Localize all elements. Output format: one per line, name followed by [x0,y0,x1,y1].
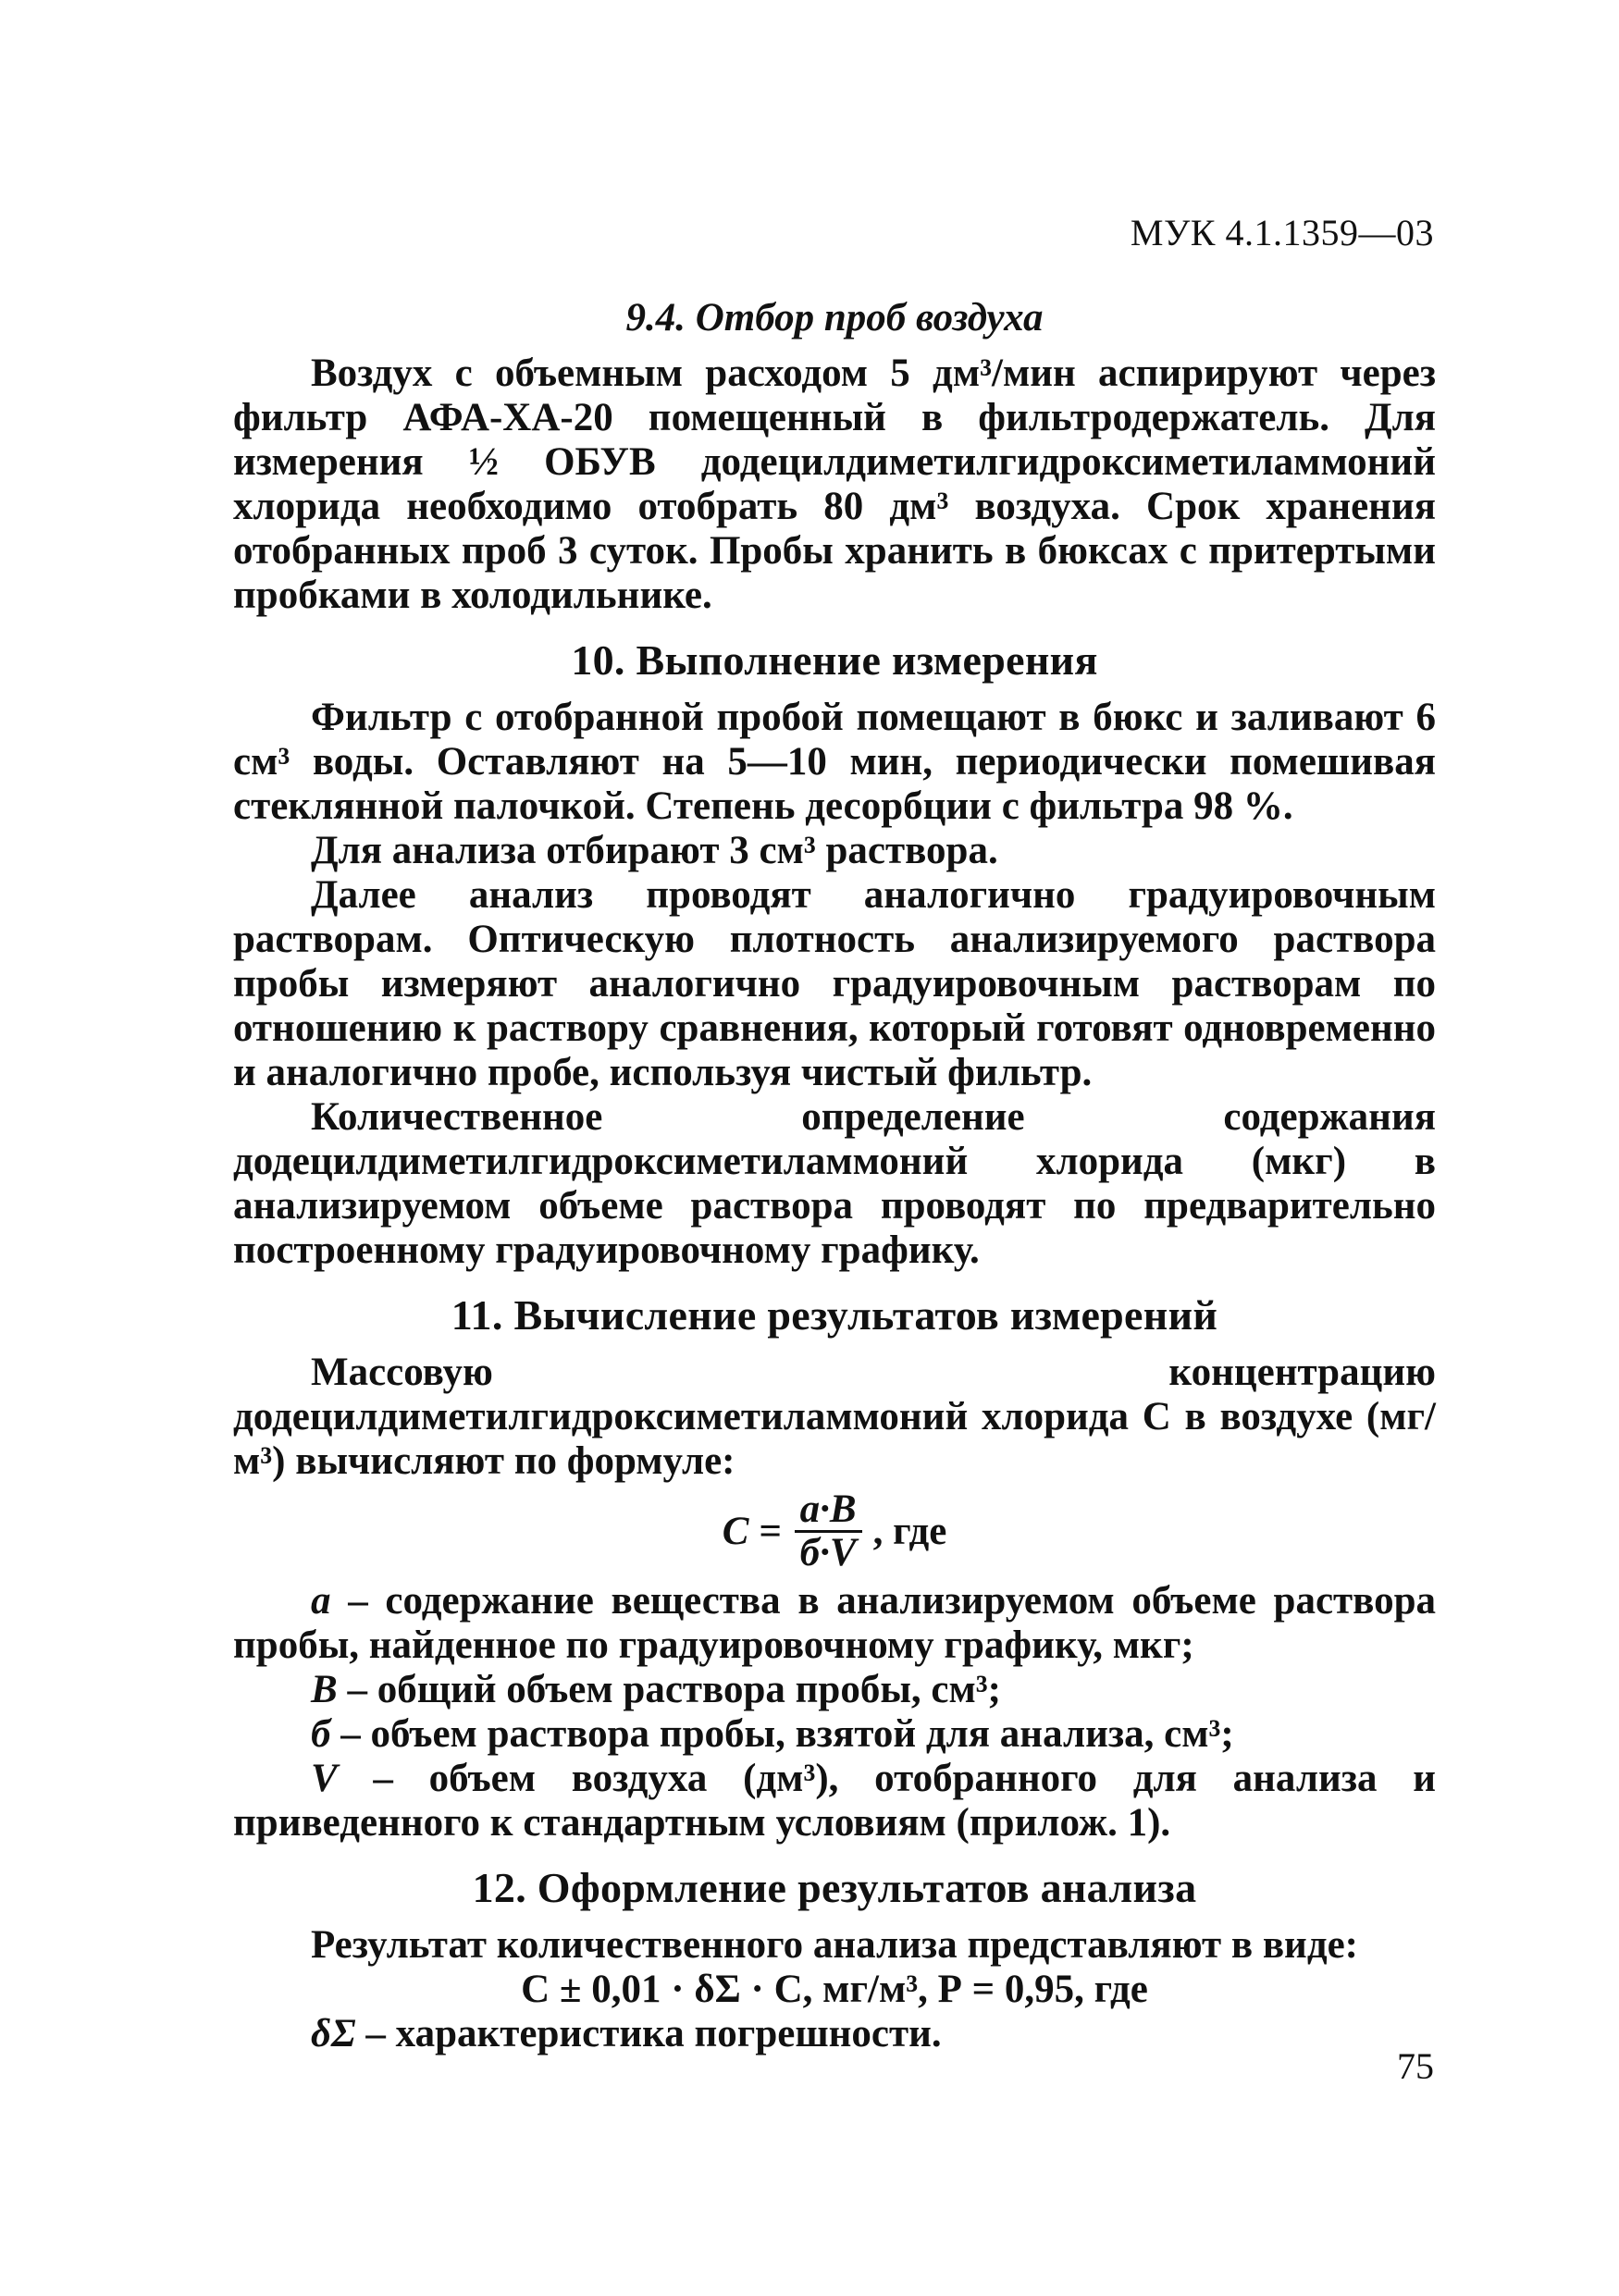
definition-text: – содержание вещества в анализируемом объеме раствора пробы, найденное по градуировочному графику, мкг; [233,1579,1436,1667]
section-9-4-text: Воздух с объемным расходом 5 дм³/мин аспирируют через фильтр АФА-ХА-20 помещенный в фильтродержатель. Для измерения ½ ОБУВ додецилдиметилгидроксиметиламмоний хлорида необходимо отобрать 80 дм³ воздуха. Срок хранения отобранных проб 3 суток. Пробы хранить в бюксах с притертыми пробками в холодильнике. [233,352,1436,617]
definition-text: – объем воздуха (дм³), отобранного для анализа и приведенного к стандартным условиям (прилож. 1). [233,1757,1436,1845]
page-number: 75 [1397,2045,1434,2087]
formula-denominator: б·V [799,1531,857,1574]
section-10-title: 10. Выполнение измерения [571,636,1098,684]
formula-tail: , где [872,1509,947,1553]
section-9-4-title: 9.4. Отбор проб воздуха [625,296,1044,339]
definition-b-small [233,1712,1436,1757]
definition-v [233,1757,1436,1845]
section-12-title: 12. Оформление результатов анализа [472,1864,1197,1911]
definition-delta [233,2012,1436,2056]
definition-symbol: V [311,1757,338,1800]
definition-b [233,1668,1436,1712]
definition-text: – объем раствора пробы, взятой для анализа, см³; [330,1712,1234,1756]
formula-numerator: a·B [795,1489,862,1533]
definition-symbol: δΣ [311,2012,356,2055]
result-formula: С ± 0,01 · δΣ · С, мг/м³, Р = 0,95, где [521,1968,1148,2011]
definition-a [233,1579,1436,1668]
document-body [233,296,1436,2056]
definition-symbol: B [311,1668,338,1711]
section-10-paragraph: Для анализа отбирают 3 см³ раствора. [311,829,998,872]
concentration-formula [233,1489,1436,1574]
definition-symbol: a [311,1579,331,1623]
section-10-paragraph: Фильтр с отобранной пробой помещают в бюкс и заливают 6 см³ воды. Оставляют на 5—10 мин, периодически помешивая стеклянной палочкой. Степень десорбции с фильтра 98 %. [233,696,1436,828]
definition-symbol: б [311,1712,331,1756]
section-10-paragraph: Далее анализ проводят аналогично градуировочным растворам. Оптическую плотность анализируемого раствора пробы измеряют аналогично градуировочным растворам по отношению к раствору сравнения, который готовят одновременно и аналогично пробе, используя чистый фильтр. [233,873,1436,1094]
section-11-title: 11. Вычисление результатов измерений [451,1291,1218,1339]
section-10-paragraph: Количественное определение содержания додецилдиметилгидроксиметиламмоний хлорида (мкг) в анализируемом объеме раствора проводят по предварительно построенному градуировочному графику. [233,1095,1436,1272]
definition-text: – общий объем раствора пробы, см³; [337,1668,1001,1711]
formula-lhs: C = [722,1509,782,1553]
formula-fraction [795,1489,862,1574]
definition-text: – характеристика погрешности. [355,2012,942,2055]
section-12-intro: Результат количественного анализа представляют в виде: [310,1923,1358,1967]
document-code: МУК 4.1.1359—03 [1130,212,1434,253]
section-11-intro: Массовую концентрацию додецилдиметилгидроксиметиламмоний хлорида С в воздухе (мг/м³) вычисляют по формуле: [233,1351,1436,1483]
